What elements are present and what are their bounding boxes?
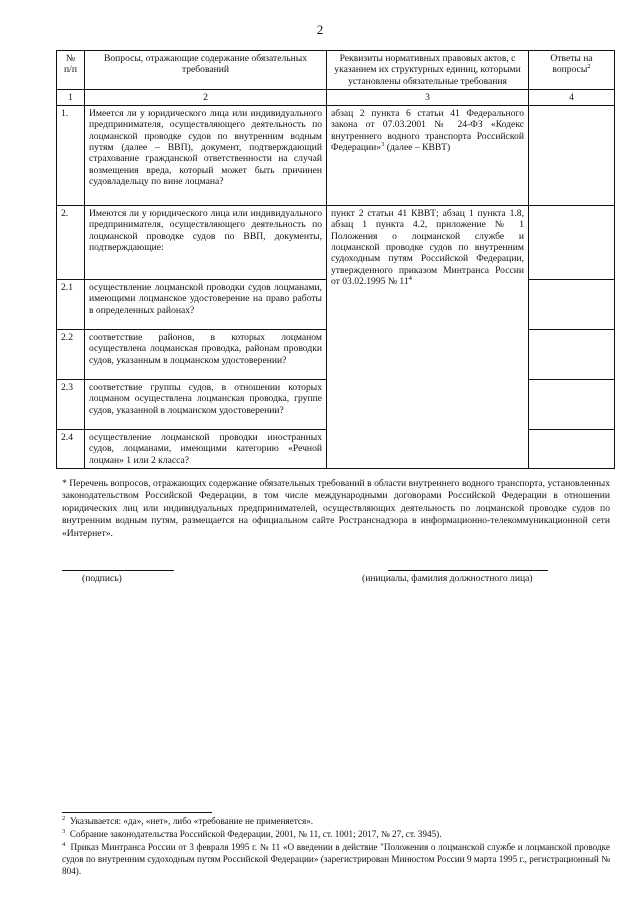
row-number: 2.3 [57, 379, 85, 429]
signature-label: (подпись) [82, 573, 122, 584]
question-cell: Имеются ли у юридического лица или индивидуального предпринимателя, осуществляющего деятельность по лоцманской проводке судов по ВВП, документы, подтверждающие: [85, 205, 327, 279]
signature-line [62, 570, 174, 571]
column-number-row [57, 89, 615, 105]
question-cell: Имеется ли у юридического лица или индивидуального предпринимателя, осуществляющего деятельность по лоцманской проводке судов по внутренним водным путям (далее – ВВП), документ, подтверждающий страхование гражданской ответственности на случай возмещения вреда, который может быть причинен судовладельцу по вине лоцмана? [85, 105, 327, 205]
answer-cell[interactable] [529, 379, 615, 429]
answer-cell[interactable] [529, 279, 615, 329]
question-cell: соответствие районов, в которых лоцманом осуществлена лоцманская проводка, районам проводки судов, указанным в лоцманском удостоверении? [85, 329, 327, 379]
row-number: 2. [57, 205, 85, 279]
footnote-text: Собрание законодательства Российской Федерации, 2001, № 11, ст. 1001; 2017, № 27, ст. 3945). [69, 828, 442, 839]
table-row [57, 205, 615, 279]
footnote-mark: 4 [408, 274, 412, 282]
reference-cell [327, 105, 529, 205]
row-number: 2.2 [57, 329, 85, 379]
footnote [62, 829, 610, 841]
name-label: (инициалы, фамилия должностного лица) [362, 573, 533, 584]
footnote-mark: 3 [62, 827, 66, 835]
column-number: 2 [85, 89, 327, 105]
requirements-table [56, 50, 615, 469]
footnote-mark: 2 [587, 63, 591, 71]
header-questions: Вопросы, отражающие содержание обязательных требований [85, 51, 327, 90]
header-answers [529, 51, 615, 90]
row-number: 1. [57, 105, 85, 205]
table-row [57, 105, 615, 205]
reference-tail: (далее – КВВТ) [384, 141, 451, 153]
column-number: 4 [529, 89, 615, 105]
answer-cell[interactable] [529, 105, 615, 205]
footnotes [62, 816, 610, 879]
header-references: Реквизиты нормативных правовых актов, с указанием их структурных единиц, которыми установлены обязательные требования [327, 51, 529, 90]
answer-cell[interactable] [529, 329, 615, 379]
question-cell: соответствие группы судов, в отношении которых лоцманом осуществлена лоцманская проводка, группе судов, указанной в лоцманском удостоверении? [85, 379, 327, 429]
column-number: 1 [57, 89, 85, 105]
reference-text: абзац 2 пункта 6 статьи 41 Федерального закона от 07.03.2001 № 24-ФЗ «Кодекс внутреннего водного транспорта Российской Федерации» [331, 107, 524, 153]
row-number: 2.4 [57, 429, 85, 468]
footnote [62, 842, 610, 878]
table-header-row [57, 51, 615, 90]
reference-text: пункт 2 статьи 41 КВВТ; абзац 1 пункта 1.8, абзац 1 пункта 4.2, приложение № 1 Положения о лоцманской службе и лоцманской проводке судов по внутренним судоходным путям Российской Федерации, утвержденного приказом Минтранса России от 03.02.1995 № 11 [331, 207, 524, 287]
footnote-separator [62, 812, 212, 813]
footnote-mark: 2 [62, 814, 66, 822]
page-number: 2 [316, 22, 324, 37]
question-cell: осуществление лоцманской проводки иностранных судов, лоцманами, имеющими категорию «Речной лоцман» 1 или 2 класса? [85, 429, 327, 468]
footnote-text: Приказ Минтранса России от 3 февраля 1995 г. № 11 «О введении в действие "Положения о лоцманской службе и лоцманской проводке судов по внутренним судоходным путям Российской Федерации» (зарегистрирован Минюстом России 9 марта 1995 г., регистрационный № 804). [62, 841, 610, 876]
footnote-mark: 3 [381, 140, 385, 148]
note-paragraph: * Перечень вопросов, отражающих содержание обязательных требований в области внутреннего водного транспорта, установленных законодательством Российской Федерации, в том числе международными договорами Российской Федерации в отношении юридических лиц или индивидуальных предпринимателей, осуществляющих деятельность по лоцманской проводке судов по внутренним водным путям, размещается на официальном сайте Ространснадзора в информационно-телекоммуникационной сети «Интернет». [62, 478, 610, 539]
name-line [388, 570, 548, 571]
footnote-mark: 4 [62, 840, 66, 848]
header-answers-text: Ответы на вопросы [550, 53, 593, 76]
footnote [62, 816, 610, 828]
answer-cell[interactable] [529, 429, 615, 468]
column-number: 3 [327, 89, 529, 105]
row-number: 2.1 [57, 279, 85, 329]
header-number: № п/п [57, 51, 85, 90]
footnote-text: Указывается: «да», «нет», либо «требование не применяется». [69, 816, 314, 826]
reference-cell [327, 205, 529, 468]
question-cell: осуществление лоцманской проводки судов лоцманами, имеющими лоцманское удостоверение на право работы в определенных районах? [85, 279, 327, 329]
answer-cell[interactable] [529, 205, 615, 279]
